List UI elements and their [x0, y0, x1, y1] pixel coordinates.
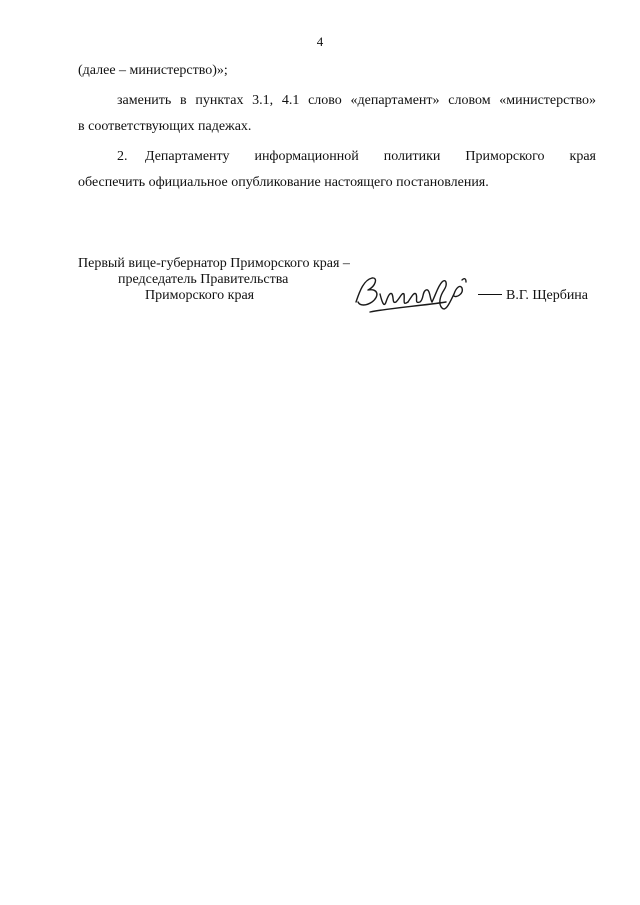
signatory-title-line-1: Первый вице-губернатор Приморского края – — [78, 256, 350, 271]
signatory-title-line-2: председатель Правительства — [118, 272, 289, 287]
item-2-line-1: Департаменту информационной политики Приморского края — [145, 149, 596, 164]
page-number: 4 — [316, 34, 324, 49]
handwritten-signature — [350, 272, 480, 322]
signature-dash — [478, 294, 502, 295]
item-2-line-2: обеспечить официальное опубликование настоящего постановления. — [78, 175, 489, 190]
signer-name-text: В.Г. Щербина — [506, 288, 589, 303]
body-line-1: (далее – министерство)»; — [78, 63, 228, 78]
body-line-2: заменить в пунктах 3.1, 4.1 слово «департамент» словом «министерство» — [117, 93, 596, 108]
item-2-number: 2. — [117, 149, 128, 164]
signer-name — [478, 288, 588, 304]
signatory-title-line-3: Приморского края — [145, 288, 255, 303]
body-line-3: в соответствующих падежах. — [78, 119, 252, 134]
